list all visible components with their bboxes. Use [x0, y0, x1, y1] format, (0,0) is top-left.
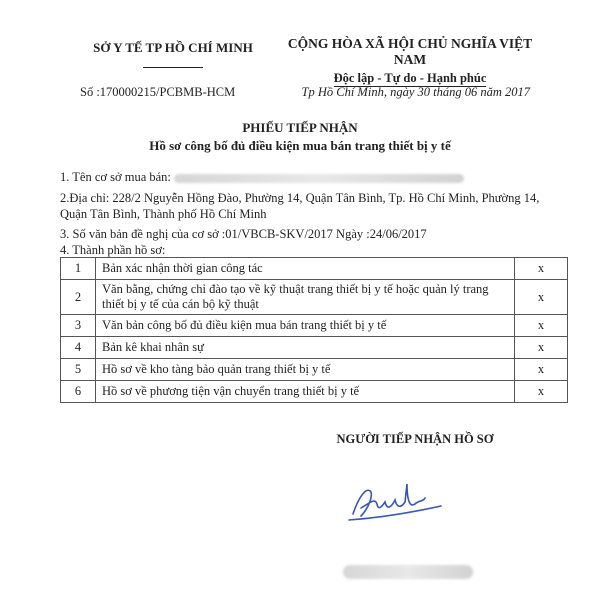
table-row [61, 315, 568, 337]
row-number: 4 [61, 337, 96, 359]
table-row [61, 381, 568, 403]
row-number: 1 [61, 258, 96, 280]
redacted-facility-name [174, 174, 464, 183]
address-line-1: 2.Địa chỉ: 228/2 Nguyễn Hồng Đào, Phường 14, Quận Tân Bình, Tp. Hồ Chí Minh, Phường 14, [60, 191, 540, 205]
address-line-2: Quận Tân Bình, Thành phố Hồ Chí Minh [60, 207, 267, 221]
row-number: 2 [61, 280, 96, 315]
table-row [61, 280, 568, 315]
row-check-mark: x [515, 315, 568, 337]
page-subtitle: Hồ sơ công bố đủ điều kiện mua bán trang thiết bị y tế [149, 138, 451, 153]
table-row [61, 337, 568, 359]
row-document-name: Bản kê khai nhân sự [96, 337, 515, 359]
components-label: 4. Thành phần hồ sơ: [60, 243, 166, 257]
documents-table [60, 257, 568, 403]
row-check-mark: x [515, 337, 568, 359]
row-check-mark: x [515, 381, 568, 403]
row-check-mark: x [515, 359, 568, 381]
page-title: PHIẾU TIẾP NHẬN [242, 120, 358, 135]
row-document-name: Văn bản công bố đủ điều kiện mua bán trang thiết bị y tế [96, 315, 515, 337]
agency-name: SỞ Y TẾ TP HỒ CHÍ MINH [93, 40, 253, 55]
facility-line [60, 170, 464, 185]
row-document-name: Văn bằng, chứng chỉ đào tạo về kỹ thuật trang thiết bị y tế hoặc quản lý trang thiết bị y tế của cán bộ kỹ thuật [96, 280, 515, 315]
request-document-line: 3. Số văn bản đề nghị của cơ sở :01/VBCB-SKV/2017 Ngày :24/06/2017 [60, 227, 427, 241]
row-document-name: Hồ sơ về kho tàng bảo quản trang thiết bị y tế [96, 359, 515, 381]
table-row [61, 258, 568, 280]
facility-label: 1. Tên cơ sở mua bán: [60, 170, 175, 184]
row-number: 6 [61, 381, 96, 403]
national-motto [272, 71, 548, 86]
row-check-mark: x [515, 280, 568, 315]
receiver-title: NGƯỜI TIẾP NHẬN HỒ SƠ [336, 432, 494, 446]
agency-header [88, 40, 258, 72]
nation-name: CỘNG HÒA XÃ HỘI CHỦ NGHĨA VIỆT NAM [287, 36, 533, 67]
agency-underline [143, 67, 203, 68]
document-number: Số :170000215/PCBMB-HCM [80, 85, 236, 99]
row-document-name: Bản xác nhận thời gian công tác [96, 258, 515, 280]
row-number: 5 [61, 359, 96, 381]
signature-stroke [349, 484, 441, 520]
motto-text: Độc lập - Tự do - Hạnh phúc [333, 71, 487, 85]
national-header [272, 36, 548, 86]
row-check-mark: x [515, 258, 568, 280]
date-line: Tp Hồ Chí Minh, ngày 30 tháng 06 năm 2017 [301, 85, 530, 99]
handwritten-signature [345, 478, 455, 528]
table-row [61, 359, 568, 381]
row-number: 3 [61, 315, 96, 337]
redacted-receiver-name [343, 565, 473, 579]
row-document-name: Hồ sơ về phương tiện vận chuyển trang thiết bị y tế [96, 381, 515, 403]
